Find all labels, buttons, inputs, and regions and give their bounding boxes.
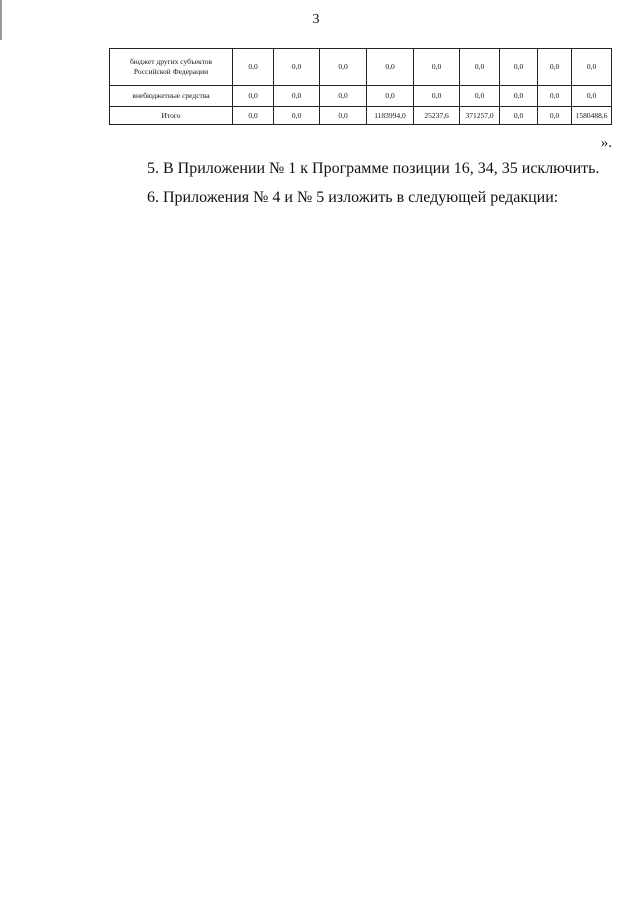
table-cell: 25237,6 — [414, 107, 460, 125]
table-cell: 0,0 — [460, 86, 500, 107]
table-cell: 0,0 — [500, 107, 538, 125]
table-cell: 0,0 — [538, 49, 572, 86]
closing-quote: ». — [600, 135, 612, 151]
table-cell: 0,0 — [500, 49, 538, 86]
table-cell: 0,0 — [320, 86, 367, 107]
row-label: Итого — [110, 107, 233, 125]
table-cell: 0,0 — [572, 49, 612, 86]
table-cell: 0,0 — [572, 86, 612, 107]
table-cell: 0,0 — [500, 86, 538, 107]
paragraph-item-6: 6. Приложения № 4 и № 5 изложить в следующей редакции: — [147, 189, 559, 206]
page-number: 3 — [312, 12, 320, 27]
table-cell: 0,0 — [414, 49, 460, 86]
table-cell: 371257,0 — [460, 107, 500, 125]
table-cell: 1183994,0 — [367, 107, 414, 125]
table-row — [110, 49, 612, 86]
row-label: бюджет других субъектов Российской Федерации — [110, 49, 233, 86]
table-cell: 0,0 — [414, 86, 460, 107]
table-cell: 0,0 — [460, 49, 500, 86]
table-cell: 0,0 — [367, 86, 414, 107]
table-cell: 0,0 — [233, 49, 274, 86]
table-cell: 0,0 — [233, 107, 274, 125]
row-label: внебюджетные средства — [110, 86, 233, 107]
table-cell: 0,0 — [367, 49, 414, 86]
budget-table — [109, 48, 612, 125]
table-row — [110, 107, 612, 125]
paragraph-item-5: 5. В Приложении № 1 к Программе позиции 16, 34, 35 исключить. — [147, 160, 600, 177]
table-cell: 0,0 — [274, 107, 320, 125]
table-cell: 0,0 — [538, 107, 572, 125]
table-cell: 0,0 — [274, 49, 320, 86]
table-cell: 0,0 — [274, 86, 320, 107]
table-cell: 0,0 — [320, 49, 367, 86]
table-cell: 0,0 — [320, 107, 367, 125]
table-cell: 0,0 — [233, 86, 274, 107]
table-cell: 0,0 — [538, 86, 572, 107]
table-cell: 1580488,6 — [572, 107, 612, 125]
table-row — [110, 86, 612, 107]
